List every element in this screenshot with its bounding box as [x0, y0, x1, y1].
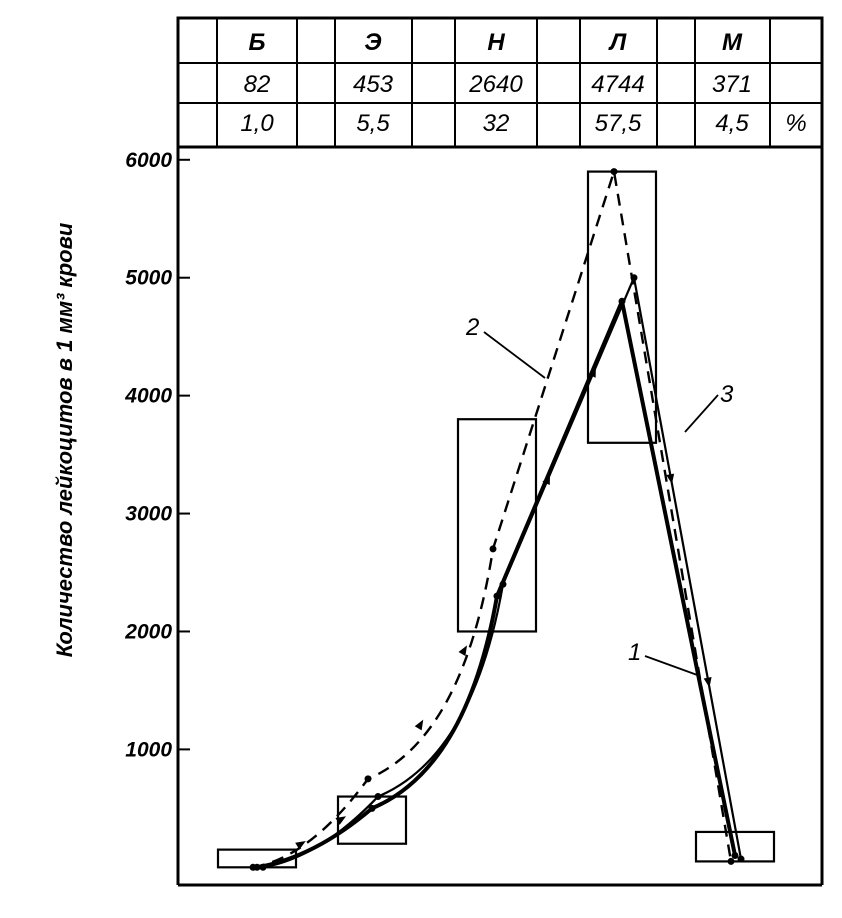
series-arrow [295, 838, 308, 850]
y-axis-label: Количество лейкоцитов в 1 мм³ крови [52, 222, 77, 658]
annotation-leader [645, 656, 700, 676]
series-line-1 [257, 301, 735, 867]
table-cell: 1,0 [240, 110, 274, 137]
series-line-2 [253, 172, 731, 868]
series-point-3 [375, 793, 382, 800]
series-point-2 [250, 864, 257, 871]
y-tick-label: 1000 [125, 738, 172, 762]
table-cell: 4,5 [715, 110, 749, 137]
table-cell: 5,5 [356, 110, 390, 137]
annotation-label: 1 [628, 639, 642, 666]
y-axis-ticks [124, 149, 190, 762]
table-cell: Л [609, 29, 627, 56]
series-annotations [465, 314, 734, 676]
y-tick-label: 5000 [125, 266, 172, 290]
table-cell: 82 [243, 71, 271, 98]
annotation-leader [484, 332, 545, 378]
table-cell: 4744 [591, 71, 645, 98]
table-cell: Б [248, 29, 266, 56]
annotation-label: 2 [466, 314, 480, 341]
y-tick-label: 3000 [125, 502, 172, 526]
series-arrow [415, 718, 427, 731]
y-tick-label: 2000 [125, 620, 172, 644]
table-cell: 371 [711, 71, 753, 98]
range-boxes [218, 172, 774, 868]
series-point-3 [738, 856, 745, 863]
series-point-1 [732, 852, 739, 859]
table-cell: М [722, 29, 742, 56]
series-point-3 [631, 274, 638, 281]
table-cell: 32 [482, 110, 510, 137]
y-tick-label: 6000 [125, 148, 172, 172]
table-cell: 2640 [469, 71, 523, 98]
annotation-leader [685, 395, 718, 432]
annotation-label: 3 [720, 381, 734, 408]
table-cell: Э [364, 29, 382, 56]
series-point-3 [260, 864, 267, 871]
series-lines [250, 168, 745, 871]
values-table [178, 18, 822, 147]
series-point-2 [365, 775, 372, 782]
series-point-3 [500, 581, 507, 588]
series-line-3 [263, 278, 741, 868]
table-cell: Н [487, 29, 505, 56]
percent-unit: % [785, 110, 807, 137]
series-point-2 [611, 168, 618, 175]
table-cell: 57,5 [594, 110, 642, 137]
series-point-2 [728, 858, 735, 865]
y-tick-label: 4000 [125, 384, 172, 408]
table-cell: 453 [352, 71, 394, 98]
series-point-2 [490, 545, 497, 552]
series-arrow [459, 643, 471, 656]
